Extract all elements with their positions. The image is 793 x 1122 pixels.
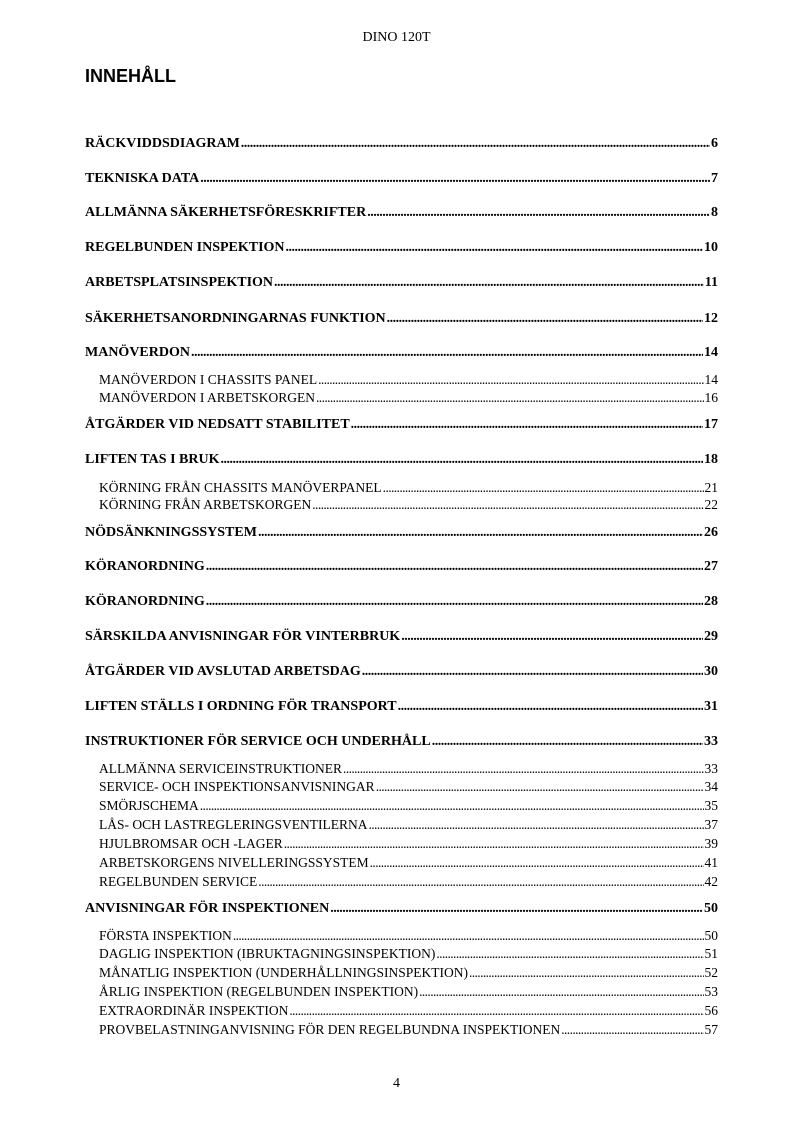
toc-dot-leader (200, 171, 710, 187)
page-number: 4 (393, 1076, 400, 1091)
toc-entry-page: 50 (704, 901, 718, 916)
toc-entry[interactable] (85, 664, 718, 680)
toc-entry-page: 35 (704, 798, 718, 813)
toc-dot-leader (316, 390, 703, 406)
toc-entry[interactable] (85, 240, 718, 256)
toc-entry-title: LÅS- OCH LASTREGLERINGSVENTILERNA (99, 817, 368, 832)
toc-entry-page: 21 (704, 480, 718, 495)
toc-entry-page: 22 (704, 497, 718, 512)
toc-entry[interactable] (99, 1003, 718, 1019)
toc-entry-page: 16 (704, 390, 718, 405)
toc-entry-title: ÅTGÄRDER VID NEDSATT STABILITET (85, 417, 350, 432)
toc-entry-page: 6 (711, 136, 718, 151)
toc-dot-leader (469, 965, 704, 981)
toc-entry[interactable] (85, 699, 718, 715)
toc-entry-page: 37 (704, 817, 718, 832)
toc-entry-page: 14 (704, 372, 718, 387)
toc-dot-leader (351, 417, 703, 433)
toc-entry-title: MANÖVERDON (85, 345, 190, 360)
toc-entry-page: 42 (704, 874, 718, 889)
toc-entry[interactable] (85, 559, 718, 575)
toc-entry-page: 8 (711, 205, 718, 220)
toc-entry-title: MÅNATLIG INSPEKTION (UNDERHÅLLNINGSINSPEKTION) (99, 965, 468, 980)
toc-entry-page: 18 (704, 452, 718, 467)
toc-entry-page: 41 (704, 855, 718, 870)
toc-entry-title: SERVICE- OCH INSPEKTIONSANVISNINGAR (99, 779, 375, 794)
toc-entry-page: 29 (704, 629, 718, 644)
toc-entry-title: FÖRSTA INSPEKTION (99, 928, 232, 943)
toc-dot-leader (367, 205, 710, 221)
toc-entry[interactable] (85, 311, 718, 327)
toc-entry-title: TEKNISKA DATA (85, 171, 200, 186)
toc-dot-leader (200, 798, 704, 814)
toc-entry[interactable] (99, 779, 718, 795)
toc-entry[interactable] (85, 594, 718, 610)
running-header: DINO 120T (362, 30, 431, 45)
toc-entry[interactable] (99, 761, 718, 777)
toc-entry[interactable] (99, 1022, 718, 1038)
toc-dot-leader (436, 946, 703, 962)
toc-dot-leader (233, 928, 704, 944)
toc-entry-title: KÖRANORDNING (85, 594, 205, 609)
toc-entry-page: 10 (704, 240, 718, 255)
toc-dot-leader (289, 1003, 703, 1019)
toc-dot-leader (258, 874, 703, 890)
toc-entry-title: LIFTEN STÄLLS I ORDNING FÖR TRANSPORT (85, 699, 397, 714)
toc-entry-page: 28 (704, 594, 718, 609)
toc-entry[interactable] (99, 855, 718, 871)
toc-entry-title: MANÖVERDON I CHASSITS PANEL (99, 372, 318, 387)
toc-entry-page: 57 (704, 1022, 718, 1037)
toc-entry-page: 31 (704, 699, 718, 714)
toc-entry[interactable] (99, 372, 718, 388)
toc-entry-page: 51 (704, 946, 718, 961)
toc-dot-leader (206, 559, 703, 575)
toc-entry-title: NÖDSÄNKNINGSSYSTEM (85, 525, 257, 540)
toc-entry[interactable] (85, 205, 718, 221)
toc-entry-title: ALLMÄNNA SÄKERHETSFÖRESKRIFTER (85, 205, 367, 220)
toc-entry-page: 33 (704, 734, 718, 749)
toc-entry-page: 53 (704, 984, 718, 999)
toc-entry-page: 39 (704, 836, 718, 851)
toc-entry-page: 30 (704, 664, 718, 679)
toc-entry-title: ÅRLIG INSPEKTION (REGELBUNDEN INSPEKTION) (99, 984, 419, 999)
toc-entry[interactable] (85, 171, 718, 187)
toc-entry-page: 11 (704, 275, 718, 290)
toc-entry-title: SÄKERHETSANORDNINGARNAS FUNKTION (85, 311, 386, 326)
toc-entry-page: 26 (704, 525, 718, 540)
toc-entry-title: DAGLIG INSPEKTION (IBRUKTAGNINGSINSPEKTION) (99, 946, 436, 961)
toc-dot-leader (398, 699, 703, 715)
toc-entry[interactable] (99, 390, 718, 406)
toc-entry[interactable] (99, 480, 718, 496)
toc-dot-leader (387, 311, 703, 327)
toc-dot-leader (206, 594, 703, 610)
toc-entry-title: RÄCKVIDDSDIAGRAM (85, 136, 240, 151)
toc-entry-page: 14 (704, 345, 718, 360)
page-title: INNEHÅLL (85, 66, 176, 86)
toc-dot-leader (220, 452, 703, 468)
toc-entry-page: 17 (704, 417, 718, 432)
toc-dot-leader (376, 779, 704, 795)
toc-entry[interactable] (99, 874, 718, 890)
toc-entry-page: 56 (704, 1003, 718, 1018)
toc-dot-leader (312, 497, 703, 513)
toc-entry[interactable] (85, 345, 718, 361)
toc-entry[interactable] (85, 901, 718, 917)
toc-dot-leader (368, 817, 703, 833)
toc-entry-title: REGELBUNDEN INSPEKTION (85, 240, 285, 255)
toc-entry[interactable] (99, 798, 718, 814)
toc-entry[interactable] (85, 417, 718, 433)
toc-entry-page: 12 (704, 311, 718, 326)
toc-entry[interactable] (85, 275, 718, 291)
toc-dot-leader (274, 275, 704, 291)
toc-entry[interactable] (85, 452, 718, 468)
toc-dot-leader (241, 136, 710, 152)
toc-entry-page: 34 (704, 779, 718, 794)
toc-entry-title: ALLMÄNNA SERVICEINSTRUKTIONER (99, 761, 343, 776)
toc-dot-leader (401, 629, 703, 645)
toc-entry-title: EXTRAORDINÄR INSPEKTION (99, 1003, 289, 1018)
toc-entry[interactable] (85, 734, 718, 750)
toc-entry-title: REGELBUNDEN SERVICE (99, 874, 258, 889)
toc-entry[interactable] (99, 946, 718, 962)
toc-entry[interactable] (85, 136, 718, 152)
toc-entry-title: KÖRNING FRÅN ARBETSKORGEN (99, 497, 312, 512)
toc-entry-page: 7 (711, 171, 718, 186)
toc-entry-title: KÖRANORDNING (85, 559, 205, 574)
toc-entry-title: KÖRNING FRÅN CHASSITS MANÖVERPANEL (99, 480, 382, 495)
toc-dot-leader (286, 240, 703, 256)
toc-entry[interactable] (99, 817, 718, 833)
toc-entry[interactable] (85, 629, 718, 645)
toc-entry-title: ARBETSKORGENS NIVELLERINGSSYSTEM (99, 855, 369, 870)
toc-entry[interactable] (99, 984, 718, 1000)
toc-entry-title: HJULBROMSAR OCH -LAGER (99, 836, 283, 851)
toc-entry-page: 52 (704, 965, 718, 980)
toc-entry-title: SMÖRJSCHEMA (99, 798, 199, 813)
toc-dot-leader (561, 1022, 703, 1038)
toc-entry-title: LIFTEN TAS I BRUK (85, 452, 220, 467)
toc-entry-title: PROVBELASTNINGANVISNING FÖR DEN REGELBUNDNA INSPEKTIONEN (99, 1022, 561, 1037)
toc-dot-leader (330, 901, 703, 917)
toc-dot-leader (284, 836, 704, 852)
toc-entry-page: 27 (704, 559, 718, 574)
toc-entry-page: 50 (704, 928, 718, 943)
toc-entry-title: ARBETSPLATSINSPEKTION (85, 275, 274, 290)
toc-entry[interactable] (99, 836, 718, 852)
toc-dot-leader (432, 734, 703, 750)
toc-entry[interactable] (85, 525, 718, 541)
toc-entry-title: ÅTGÄRDER VID AVSLUTAD ARBETSDAG (85, 664, 361, 679)
toc-dot-leader (343, 761, 703, 777)
toc-dot-leader (370, 855, 704, 871)
toc-dot-leader (419, 984, 703, 1000)
toc-entry[interactable] (99, 965, 718, 981)
toc-entry-title: MANÖVERDON I ARBETSKORGEN (99, 390, 316, 405)
toc-dot-leader (318, 372, 703, 388)
toc-entry[interactable] (99, 497, 718, 513)
toc-dot-leader (191, 345, 703, 361)
toc-entry-title: INSTRUKTIONER FÖR SERVICE OCH UNDERHÅLL (85, 734, 431, 749)
toc-dot-leader (258, 525, 703, 541)
toc-dot-leader (362, 664, 703, 680)
toc-dot-leader (383, 480, 704, 496)
toc-entry-title: ANVISNINGAR FÖR INSPEKTIONEN (85, 901, 330, 916)
toc-entry-page: 33 (704, 761, 718, 776)
toc-entry-title: SÄRSKILDA ANVISNINGAR FÖR VINTERBRUK (85, 629, 401, 644)
toc-entry[interactable] (99, 928, 718, 944)
